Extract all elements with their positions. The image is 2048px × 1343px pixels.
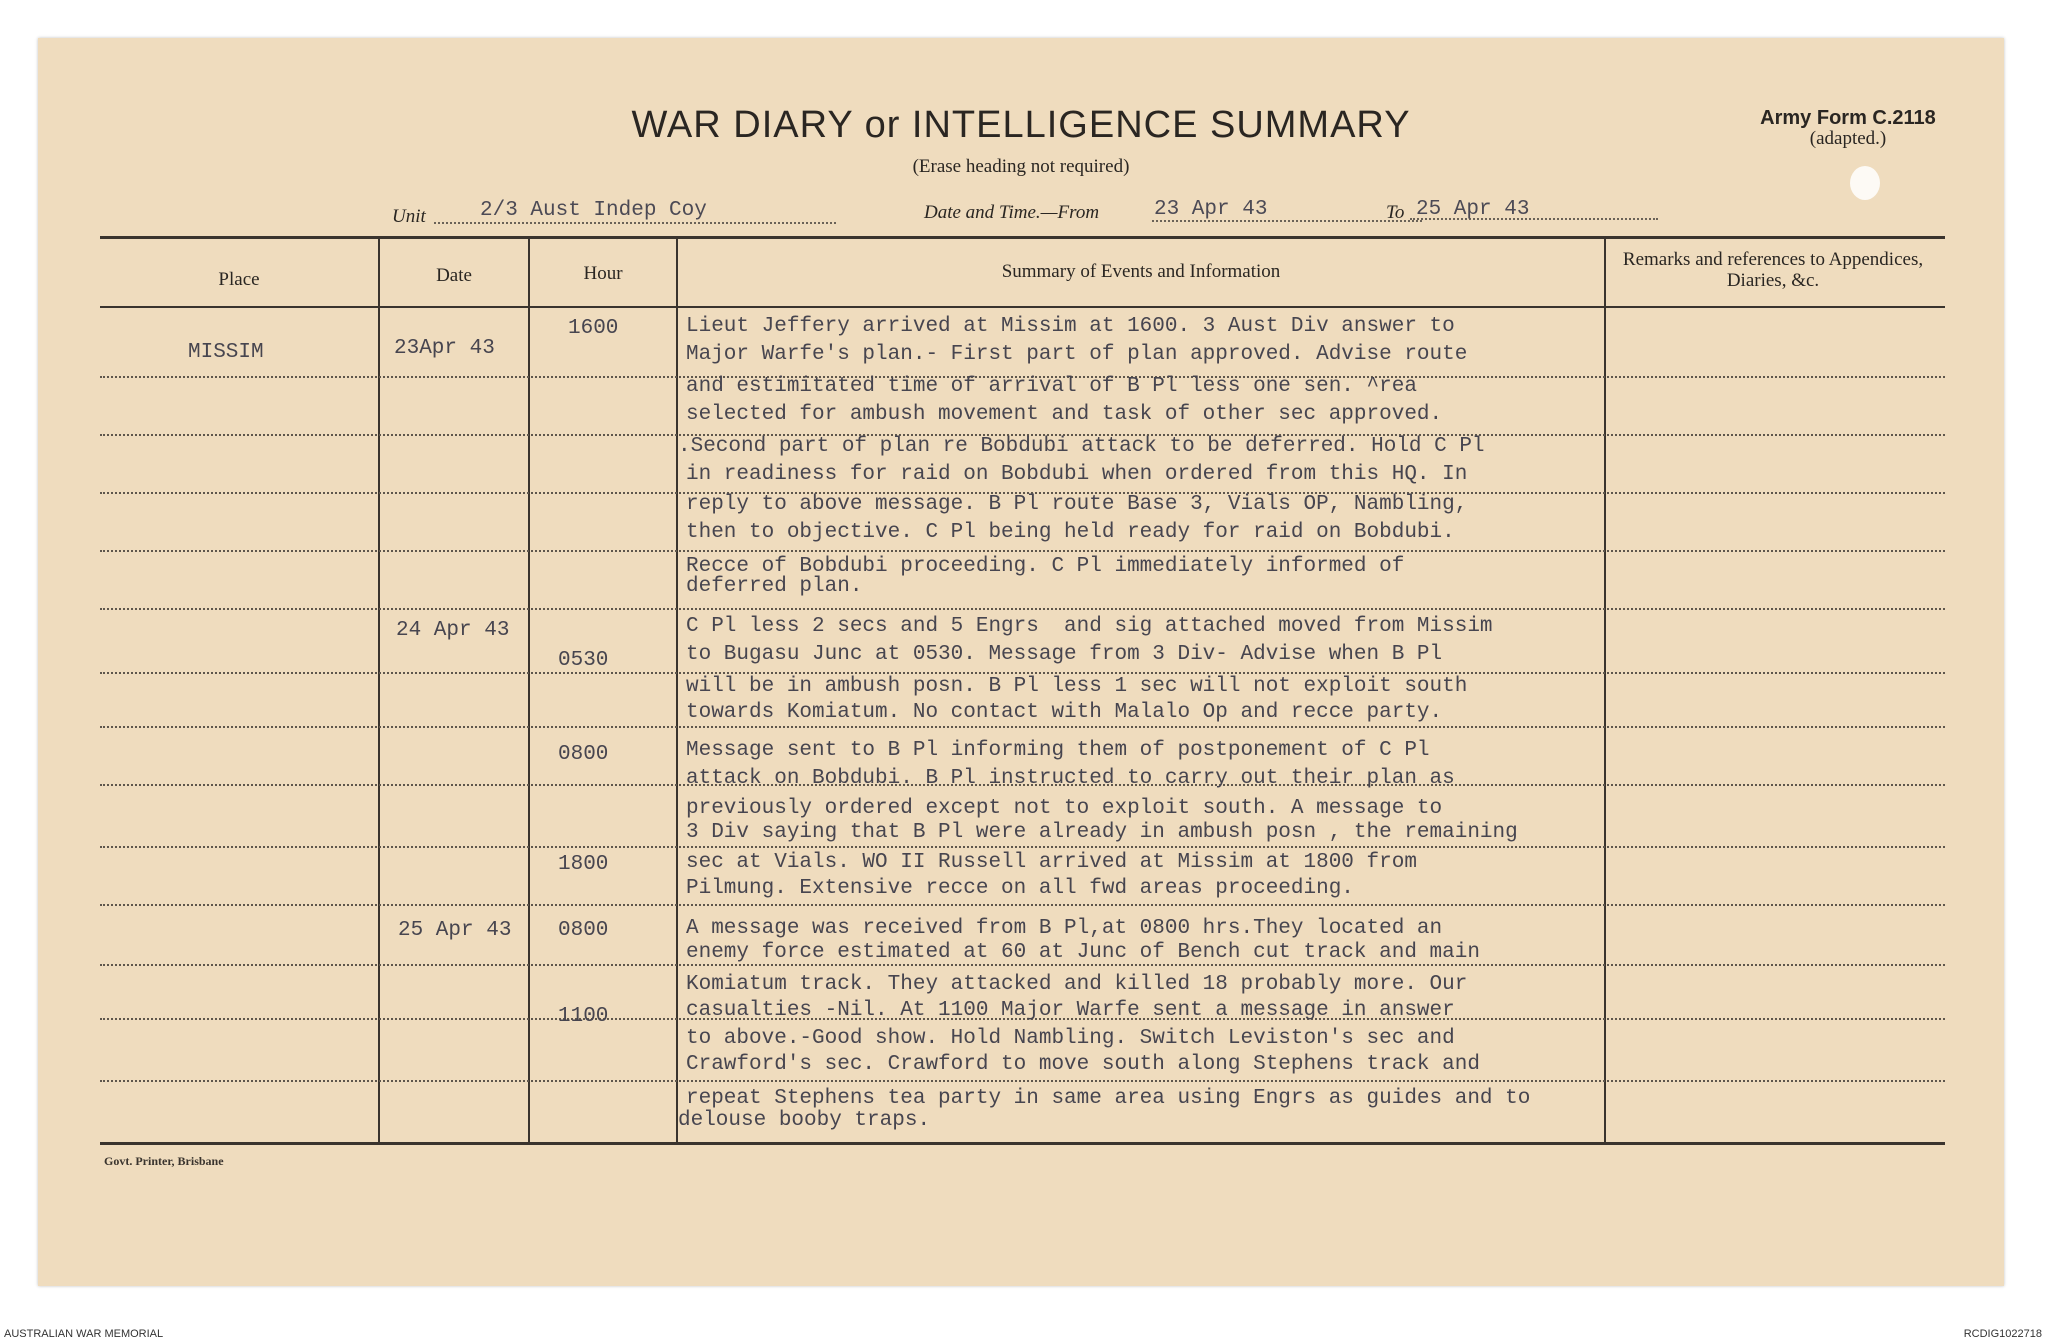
summary-line: Message sent to B Pl informing them of postponement of C Pl [686,739,1430,762]
row-rule [100,964,1945,966]
summary-line: Crawford's sec. Crawford to move south along Stephens track and [686,1053,1480,1076]
summary-line: attack on Bobdubi. B Pl instructed to carry out their plan as [686,767,1455,790]
summary-line: selected for ambush movement and task of other sec approved. [686,403,1443,426]
summary-line: casualties -Nil. At 1100 Major Warfe sent a message in answer [686,999,1455,1022]
from-value: 23 Apr 43 [1154,198,1268,221]
row-rule [100,550,1945,552]
summary-line: Komiatum track. They attacked and killed 18 probably more. Our [686,973,1468,996]
war-diary-form [38,38,2004,1286]
summary-line: .Second part of plan re Bobdubi attack to be deferred. Hold C Pl [678,435,1485,458]
date-24-apr: 24 Apr 43 [396,619,510,642]
summary-line: enemy force estimated at 60 at Junc of Bench cut track and main [686,941,1480,964]
summary-line: A message was received from B Pl,at 0800 hrs.They located an [686,917,1443,940]
to-value: 25 Apr 43 [1416,198,1530,221]
summary-line: Lieut Jeffery arrived at Missim at 1600. 3 Aust Div answer to [686,315,1455,338]
summary-line: previously ordered except not to exploit south. A message to [686,797,1443,820]
to-label: To [1386,202,1405,223]
form-number: Army Form C.2118 [1760,107,1936,129]
row-rule [100,904,1945,906]
form-number-block [1728,108,1968,149]
col-divider-date [528,238,530,1142]
summary-line: in readiness for raid on Bobdubi when ordered from this HQ. In [686,463,1468,486]
form-subtitle: (Erase heading not required) [912,156,1130,177]
col-head-summary: Summary of Events and Information [1001,261,1281,282]
place-missim: MISSIM [188,341,264,364]
table-bottom-rule [100,1142,1945,1145]
row-rule [100,1080,1945,1082]
summary-line: delouse booby traps. [678,1109,931,1132]
header-separator [100,306,1945,308]
unit-label: Unit [392,206,426,227]
col-divider-summary [1604,238,1606,1142]
summary-line: towards Komiatum. No contact with Malalo Op and recce party. [686,701,1443,724]
hour-entry: 1100 [558,1005,609,1028]
form-adapted: (adapted.) [1809,128,1887,149]
summary-line: Pilmung. Extensive recce on all fwd areas proceeding. [686,877,1354,900]
hour-entry: 0800 [558,919,609,942]
unit-dotted-line [434,222,836,224]
date-25-apr: 25 Apr 43 [398,919,512,942]
hour-entry: 0530 [558,649,609,672]
summary-line: Recce of Bobdubi proceeding. C Pl immediately informed of [686,555,1405,578]
hour-entry: 1800 [558,853,609,876]
summary-line: to Bugasu Junc at 0530. Message from 3 Div- Advise when B Pl [686,643,1443,666]
summary-line: to above.-Good show. Hold Nambling. Switch Leviston's sec and [686,1027,1455,1050]
summary-line: repeat Stephens tea party in same area using Engrs as guides and to [686,1087,1531,1110]
archive-id: RCDIG1022718 [1963,1328,2042,1340]
date-time-label: Date and Time.—From [924,202,1100,223]
col-divider-hour [676,238,678,1142]
col-head-place: Place [218,269,260,290]
summary-line: will be in ambush posn. B Pl less 1 sec will not exploit south [686,675,1468,698]
form-title: WAR DIARY or INTELLIGENCE SUMMARY [631,104,1411,146]
hour-entry: 0800 [558,743,609,766]
row-rule [100,726,1945,728]
punch-hole [1850,166,1880,200]
col-head-remarks: Remarks and references to Appendices, Diaries, &c. [1622,249,1924,291]
row-rule [100,672,1945,674]
row-rule [100,608,1945,610]
summary-line: reply to above message. B Pl route Base 3, Vials OP, Nambling, [686,493,1468,516]
table-top-rule [100,236,1945,239]
archive-credit: AUSTRALIAN WAR MEMORIAL [4,1328,164,1340]
summary-line: C Pl less 2 secs and 5 Engrs and sig attached moved from Missim [686,615,1493,638]
summary-line: and estimitated time of arrival of B Pl less one sen. ^rea [686,375,1417,398]
printer-imprint: Govt. Printer, Brisbane [104,1154,224,1168]
hour-entry: 1600 [568,317,619,340]
row-rule [100,846,1945,848]
summary-line: sec at Vials. WO II Russell arrived at Missim at 1800 from [686,851,1417,874]
summary-line: 3 Div saying that B Pl were already in ambush posn , the remaining [686,821,1518,844]
unit-value: 2/3 Aust Indep Coy [480,199,707,222]
summary-line: Major Warfe's plan.- First part of plan approved. Advise route [686,343,1468,366]
summary-line: deferred plan. [686,575,863,598]
col-head-hour: Hour [583,263,623,284]
col-divider-place [378,238,380,1142]
summary-line: then to objective. C Pl being held ready for raid on Bobdubi. [686,521,1455,544]
col-head-date: Date [436,265,472,286]
date-23-apr: 23Apr 43 [394,337,495,360]
